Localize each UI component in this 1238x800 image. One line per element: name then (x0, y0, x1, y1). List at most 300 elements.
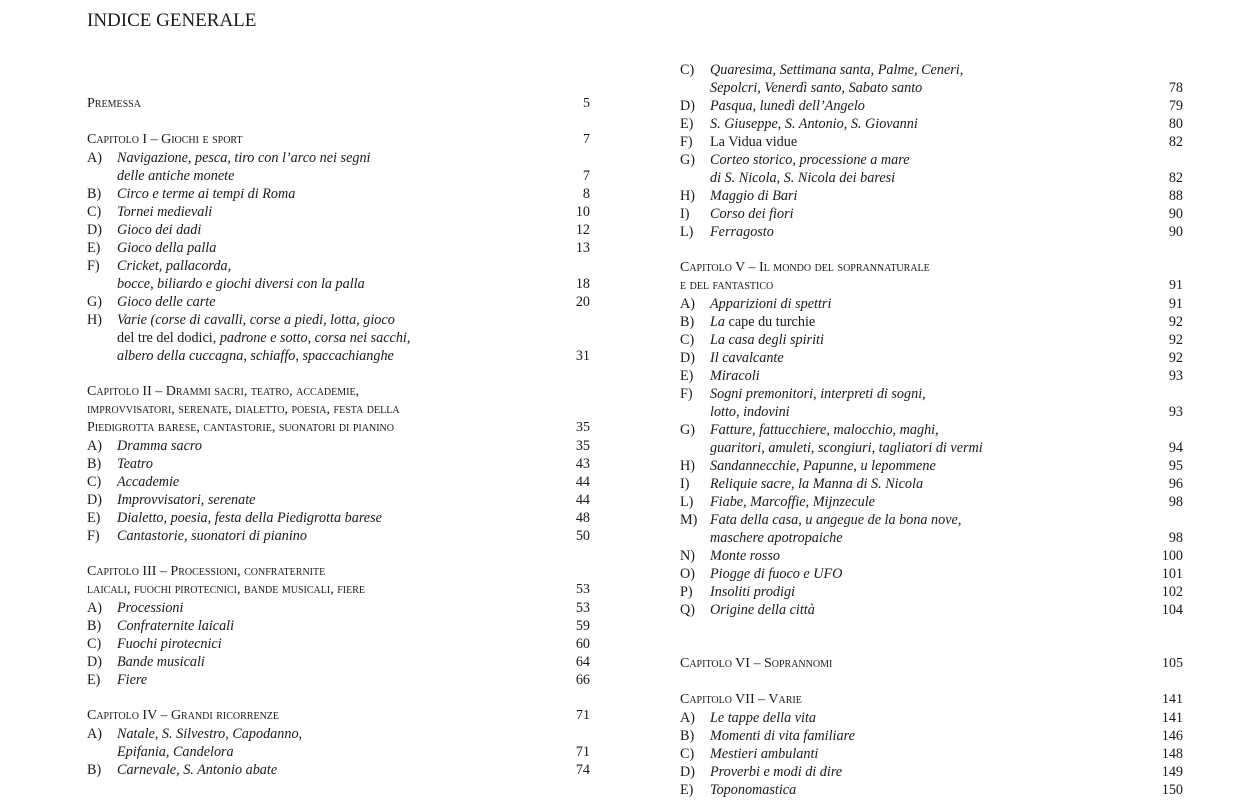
item-letter: B) (680, 314, 695, 330)
title-segment: Circo e terme ai tempi di Roma (117, 186, 296, 202)
item-title (710, 763, 842, 781)
toc-item[interactable] (680, 781, 1183, 799)
toc-line (680, 403, 1183, 421)
title-segment: Teatro (117, 456, 154, 472)
title-segment: cape du turchie (724, 314, 816, 330)
item-letter: N) (680, 548, 695, 564)
item-title (117, 491, 255, 509)
item-title (710, 745, 818, 763)
chapter-title: Capitolo VI – Soprannomi (680, 656, 833, 671)
toc-item[interactable] (680, 115, 1183, 133)
toc-line (87, 329, 590, 347)
toc-item[interactable] (680, 583, 1183, 601)
title-segment: Bande musicali (117, 654, 205, 670)
title-segment: Natale, S. Silvestro, Capodanno, (117, 726, 303, 742)
toc-item[interactable] (87, 149, 590, 185)
item-letter: C) (87, 474, 102, 490)
title-segment: Monte rosso (710, 548, 781, 564)
item-title (710, 709, 816, 727)
spacer (680, 673, 1183, 691)
toc-line (680, 493, 1183, 511)
item-letter: E) (87, 672, 101, 688)
title-segment: Dramma sacro (117, 438, 202, 454)
page-number: 146 (1161, 728, 1183, 744)
item-title (117, 185, 295, 203)
item-title (710, 133, 797, 151)
toc-line (680, 547, 1183, 565)
toc-item[interactable] (87, 509, 590, 527)
item-letter: H) (680, 188, 695, 204)
item-title (117, 311, 395, 329)
item-letter: E) (680, 782, 694, 798)
item-title (117, 473, 179, 491)
item-title (117, 455, 153, 473)
page-number: 92 (1168, 314, 1183, 330)
item-title (117, 725, 302, 743)
toc-item[interactable] (680, 61, 1183, 97)
page-number: 78 (1168, 80, 1183, 96)
toc-line (680, 97, 1183, 115)
item-letter: Q) (680, 602, 695, 618)
item-letter: I) (680, 476, 690, 492)
item-title (710, 151, 910, 169)
item-letter: A) (680, 710, 695, 726)
title-segment: padrone e sotto, corsa nei sacchi, (219, 330, 411, 346)
toc-item[interactable] (680, 187, 1183, 205)
toc-item[interactable] (680, 745, 1183, 763)
title-segment: Fatture, fattucchiere, malocchio, maghi, (710, 422, 939, 438)
page-number: 91 (1168, 296, 1183, 312)
title-segment: maschere apotropaiche (710, 530, 843, 546)
title-segment: Quaresima, Settimana santa, Palme, Ceneri, (710, 62, 964, 78)
item-letter: C) (680, 62, 695, 78)
title-segment: bocce, biliardo e giochi diversi con la palla (117, 276, 365, 292)
toc-item[interactable] (87, 653, 590, 671)
item-letter: B) (87, 186, 102, 202)
item-letter: L) (680, 494, 694, 510)
chapter-title: Capitolo I – Giochi e sport (87, 132, 243, 147)
chapter-title: improvvisatori, serenate, dialetto, poesia, festa della (87, 402, 400, 417)
item-letter: L) (680, 224, 694, 240)
toc-line (87, 743, 590, 761)
toc-line (680, 367, 1183, 385)
item-title (710, 565, 842, 583)
toc-line (680, 709, 1183, 727)
toc-line (87, 131, 590, 149)
item-title (117, 221, 201, 239)
item-letter: D) (680, 764, 695, 780)
item-title (117, 329, 410, 347)
toc-line (87, 491, 590, 509)
page-number: 43 (575, 456, 590, 472)
toc-chapter[interactable] (87, 383, 590, 437)
page-number: 35 (576, 420, 590, 435)
title-segment: Il cavalcante (710, 350, 784, 366)
page-number: 60 (575, 636, 590, 652)
item-letter: A) (87, 600, 102, 616)
page-number: 8 (582, 186, 590, 202)
item-title (117, 509, 382, 527)
toc-line (87, 221, 590, 239)
toc-item[interactable] (680, 385, 1183, 421)
page-number: 104 (1161, 602, 1183, 618)
item-letter: B) (87, 762, 102, 778)
spacer (87, 365, 590, 383)
page-number: 98 (1168, 494, 1183, 510)
title-segment: Gioco dei dadi (117, 222, 202, 238)
toc-chapter[interactable] (87, 95, 590, 113)
title-segment: Apparizioni di spettri (710, 296, 832, 312)
item-title (710, 115, 918, 133)
page-number: 53 (576, 582, 590, 597)
item-letter: C) (680, 746, 695, 762)
toc-line (680, 313, 1183, 331)
title-segment: Gioco delle carte (117, 294, 216, 310)
toc-line (87, 707, 590, 725)
item-letter: A) (87, 726, 102, 742)
item-letter: D) (680, 350, 695, 366)
toc-line (680, 529, 1183, 547)
page-number: 92 (1168, 332, 1183, 348)
chapter-title: Capitolo V – Il mondo del soprannaturale (680, 260, 930, 275)
toc-right-column (680, 61, 1183, 799)
page-number: 44 (575, 474, 590, 490)
toc-item[interactable] (87, 221, 590, 239)
toc-item[interactable] (87, 455, 590, 473)
item-title (710, 367, 760, 385)
page-number: 88 (1168, 188, 1183, 204)
toc-item[interactable] (87, 527, 590, 545)
item-title (710, 313, 815, 331)
toc-line (87, 383, 590, 401)
toc-item[interactable] (680, 547, 1183, 565)
item-letter: E) (680, 116, 694, 132)
item-title (710, 529, 843, 547)
page-number: 50 (575, 528, 590, 544)
page-number: 141 (1162, 692, 1183, 707)
page-number: 18 (575, 276, 590, 292)
toc-line (87, 725, 590, 743)
toc-line (87, 257, 590, 275)
toc-item[interactable] (680, 727, 1183, 745)
item-title (117, 653, 205, 671)
page-number: 105 (1162, 656, 1183, 671)
item-title (710, 439, 983, 457)
toc-line (87, 455, 590, 473)
page-number: 80 (1168, 116, 1183, 132)
title-segment: S. Giuseppe, S. Antonio, S. Giovanni (710, 116, 918, 132)
item-title (710, 421, 939, 439)
toc-chapter[interactable] (680, 655, 1183, 673)
page-number: 141 (1161, 710, 1183, 726)
title-segment: Maggio di Bari (710, 188, 798, 204)
item-title (117, 635, 222, 653)
item-letter: B) (87, 618, 102, 634)
toc-line (87, 527, 590, 545)
title-segment: Pasqua, lunedì dell’Angelo (710, 98, 865, 114)
chapter-title: Capitolo VII – Varie (680, 692, 802, 707)
title-segment: Improvvisatori, serenate (117, 492, 256, 508)
title-segment: Insoliti prodigi (710, 584, 795, 600)
item-title (117, 437, 202, 455)
page-number: 149 (1161, 764, 1183, 780)
item-title (117, 617, 234, 635)
item-title (710, 205, 794, 223)
chapter-title: e del fantastico (680, 278, 774, 293)
item-letter: I) (680, 206, 690, 222)
item-letter: D) (87, 492, 102, 508)
page-number: 93 (1168, 404, 1183, 420)
toc-line (680, 421, 1183, 439)
toc-item[interactable] (87, 437, 590, 455)
item-title (117, 239, 216, 257)
item-title (117, 599, 183, 617)
title-segment: Proverbi e modi di dire (710, 764, 843, 780)
toc-line (87, 347, 590, 365)
toc-item[interactable] (680, 295, 1183, 313)
toc-item[interactable] (680, 313, 1183, 331)
page-number: 35 (575, 438, 590, 454)
item-letter: M) (680, 512, 698, 528)
toc-line (680, 763, 1183, 781)
page-number: 82 (1168, 170, 1183, 186)
toc-item[interactable] (680, 331, 1183, 349)
item-title (710, 97, 865, 115)
item-letter: C) (87, 636, 102, 652)
toc-item[interactable] (680, 97, 1183, 115)
item-title (117, 671, 147, 689)
item-title (117, 527, 307, 545)
toc-item[interactable] (680, 349, 1183, 367)
page-number: 66 (575, 672, 590, 688)
title-segment: Mestieri ambulanti (710, 746, 819, 762)
item-title (710, 331, 824, 349)
toc-item[interactable] (680, 457, 1183, 475)
toc-line (680, 511, 1183, 529)
toc-item[interactable] (87, 725, 590, 761)
toc-item[interactable] (87, 185, 590, 203)
title-segment: Fiabe, Marcoffie, Mijnzecule (710, 494, 875, 510)
item-letter: D) (87, 222, 102, 238)
title-segment: Origine della città (710, 602, 815, 618)
toc-item[interactable] (680, 205, 1183, 223)
page-number: 90 (1168, 206, 1183, 222)
item-letter: A) (87, 438, 102, 454)
toc-line (680, 439, 1183, 457)
page-number: 148 (1161, 746, 1183, 762)
toc-line (680, 133, 1183, 151)
item-title (710, 61, 963, 79)
title-segment: lotto, indovini (710, 404, 790, 420)
item-letter: B) (87, 456, 102, 472)
item-letter: H) (680, 458, 695, 474)
item-letter: C) (680, 332, 695, 348)
page-number: 5 (583, 96, 590, 111)
toc-line (680, 457, 1183, 475)
toc-line (680, 115, 1183, 133)
item-title (710, 457, 936, 475)
toc-line (87, 293, 590, 311)
title-segment: Sogni premonitori, interpreti di sogni, (710, 386, 926, 402)
item-title (117, 167, 234, 185)
item-title (117, 149, 371, 167)
page-number: 102 (1161, 584, 1183, 600)
page-number: 64 (575, 654, 590, 670)
spacer (87, 689, 590, 707)
toc-chapter[interactable] (680, 259, 1183, 295)
item-title (117, 257, 231, 275)
title-segment: Sepolcri, Venerdì santo, Sabato santo (710, 80, 923, 96)
page-number: 98 (1168, 530, 1183, 546)
title-segment: Cantastorie, suonatori di pianino (117, 528, 307, 544)
page-number: 96 (1168, 476, 1183, 492)
title-segment: La (710, 314, 725, 330)
title-segment: delle antiche monete (117, 168, 235, 184)
title-segment: Accademie (117, 474, 180, 490)
toc-line (680, 583, 1183, 601)
toc-item[interactable] (680, 601, 1183, 619)
page-number: 79 (1168, 98, 1183, 114)
page-number: 71 (576, 708, 590, 723)
spacer (680, 637, 1183, 655)
toc-item[interactable] (680, 151, 1183, 187)
toc-item[interactable] (87, 491, 590, 509)
item-title (710, 601, 815, 619)
item-letter: F) (680, 134, 693, 150)
toc-item[interactable] (680, 565, 1183, 583)
toc-line (680, 745, 1183, 763)
title-segment: Reliquie sacre, la Manna di S. Nicola (710, 476, 924, 492)
toc-item[interactable] (87, 671, 590, 689)
title-segment: Cricket, pallacorda, (117, 258, 232, 274)
toc-item[interactable] (680, 763, 1183, 781)
toc-line (680, 169, 1183, 187)
item-letter: E) (680, 368, 694, 384)
page-title: INDICE GENERALE (87, 10, 257, 31)
toc-chapter[interactable] (87, 707, 590, 725)
toc-item[interactable] (87, 257, 590, 293)
toc-item[interactable] (87, 599, 590, 617)
item-title (710, 583, 795, 601)
toc-line (680, 187, 1183, 205)
item-letter: G) (680, 152, 695, 168)
toc-item[interactable] (680, 493, 1183, 511)
item-title (710, 493, 875, 511)
page-number: 150 (1161, 782, 1183, 798)
toc-line (87, 473, 590, 491)
title-segment: Confraternite laicali (117, 618, 235, 634)
toc-line (87, 581, 590, 599)
toc-line (87, 275, 590, 293)
toc-line (680, 385, 1183, 403)
page-number: 13 (575, 240, 590, 256)
title-segment: Le tappe della vita (710, 710, 816, 726)
toc-line (87, 203, 590, 221)
item-title (710, 187, 798, 205)
toc-line (87, 761, 590, 779)
toc-item[interactable] (680, 511, 1183, 547)
spacer (87, 545, 590, 563)
toc-item[interactable] (680, 367, 1183, 385)
toc-line (680, 151, 1183, 169)
toc-line (680, 565, 1183, 583)
toc-item[interactable] (680, 223, 1183, 241)
spacer (680, 241, 1183, 259)
title-segment: Fata della casa, u angegue de la bona nove, (710, 512, 962, 528)
page-number: 94 (1168, 440, 1183, 456)
title-segment: Processioni (117, 600, 184, 616)
item-title (710, 385, 926, 403)
toc-line (87, 653, 590, 671)
title-segment: La Vidua vidue (710, 134, 798, 150)
item-title (710, 781, 796, 799)
toc-item[interactable] (87, 761, 590, 779)
item-letter: P) (680, 584, 693, 600)
title-segment: Epifania, Candelora (117, 744, 234, 760)
toc-line (680, 331, 1183, 349)
page-number: 12 (575, 222, 590, 238)
toc-chapter[interactable] (680, 691, 1183, 709)
toc-chapter[interactable] (87, 131, 590, 149)
title-segment: albero della cuccagna, schiaffo, spaccachianghe (117, 348, 394, 364)
page-number: 7 (583, 132, 590, 147)
toc-line (680, 727, 1183, 745)
toc-item[interactable] (87, 239, 590, 257)
chapter-title: Capitolo IV – Grandi ricorrenze (87, 708, 280, 723)
page-number: 82 (1168, 134, 1183, 150)
item-title (710, 295, 831, 313)
item-letter: E) (87, 510, 101, 526)
page-number: 7 (582, 168, 590, 184)
toc-item[interactable] (680, 421, 1183, 457)
toc-item[interactable] (87, 617, 590, 635)
spacer (87, 113, 590, 131)
chapter-title: Capitolo II – Drammi sacri, teatro, accademie, (87, 384, 360, 399)
page-number: 48 (575, 510, 590, 526)
toc-item[interactable] (680, 709, 1183, 727)
page-number: 93 (1168, 368, 1183, 384)
toc-line (87, 635, 590, 653)
toc-chapter[interactable] (87, 563, 590, 599)
toc-item[interactable] (680, 133, 1183, 151)
item-letter: C) (87, 204, 102, 220)
toc-item[interactable] (87, 473, 590, 491)
item-title (710, 223, 774, 241)
title-segment: Corso dei fiori (710, 206, 794, 222)
toc-left-column (87, 95, 590, 779)
item-title (710, 403, 790, 421)
item-title (117, 761, 277, 779)
title-segment: di S. Nicola, S. Nicola dei baresi (710, 170, 896, 186)
item-letter: F) (87, 258, 100, 274)
title-segment: La casa degli spiriti (710, 332, 824, 348)
toc-line (87, 419, 590, 437)
toc-line (87, 95, 590, 113)
toc-line (680, 259, 1183, 277)
toc-item[interactable] (87, 635, 590, 653)
toc-item[interactable] (87, 311, 590, 365)
spacer (680, 619, 1183, 637)
chapter-title: Piedigrotta barese, cantastorie, suonatori di pianino (87, 420, 394, 435)
chapter-title: laicali, fuochi pirotecnici, bande musicali, fiere (87, 582, 365, 597)
toc-line (680, 205, 1183, 223)
toc-item[interactable] (87, 293, 590, 311)
toc-item[interactable] (87, 203, 590, 221)
title-segment: Dialetto, poesia, festa della Piedigrotta barese (117, 510, 382, 526)
toc-item[interactable] (680, 475, 1183, 493)
title-segment: Toponomastica (710, 782, 797, 798)
toc-line (87, 599, 590, 617)
